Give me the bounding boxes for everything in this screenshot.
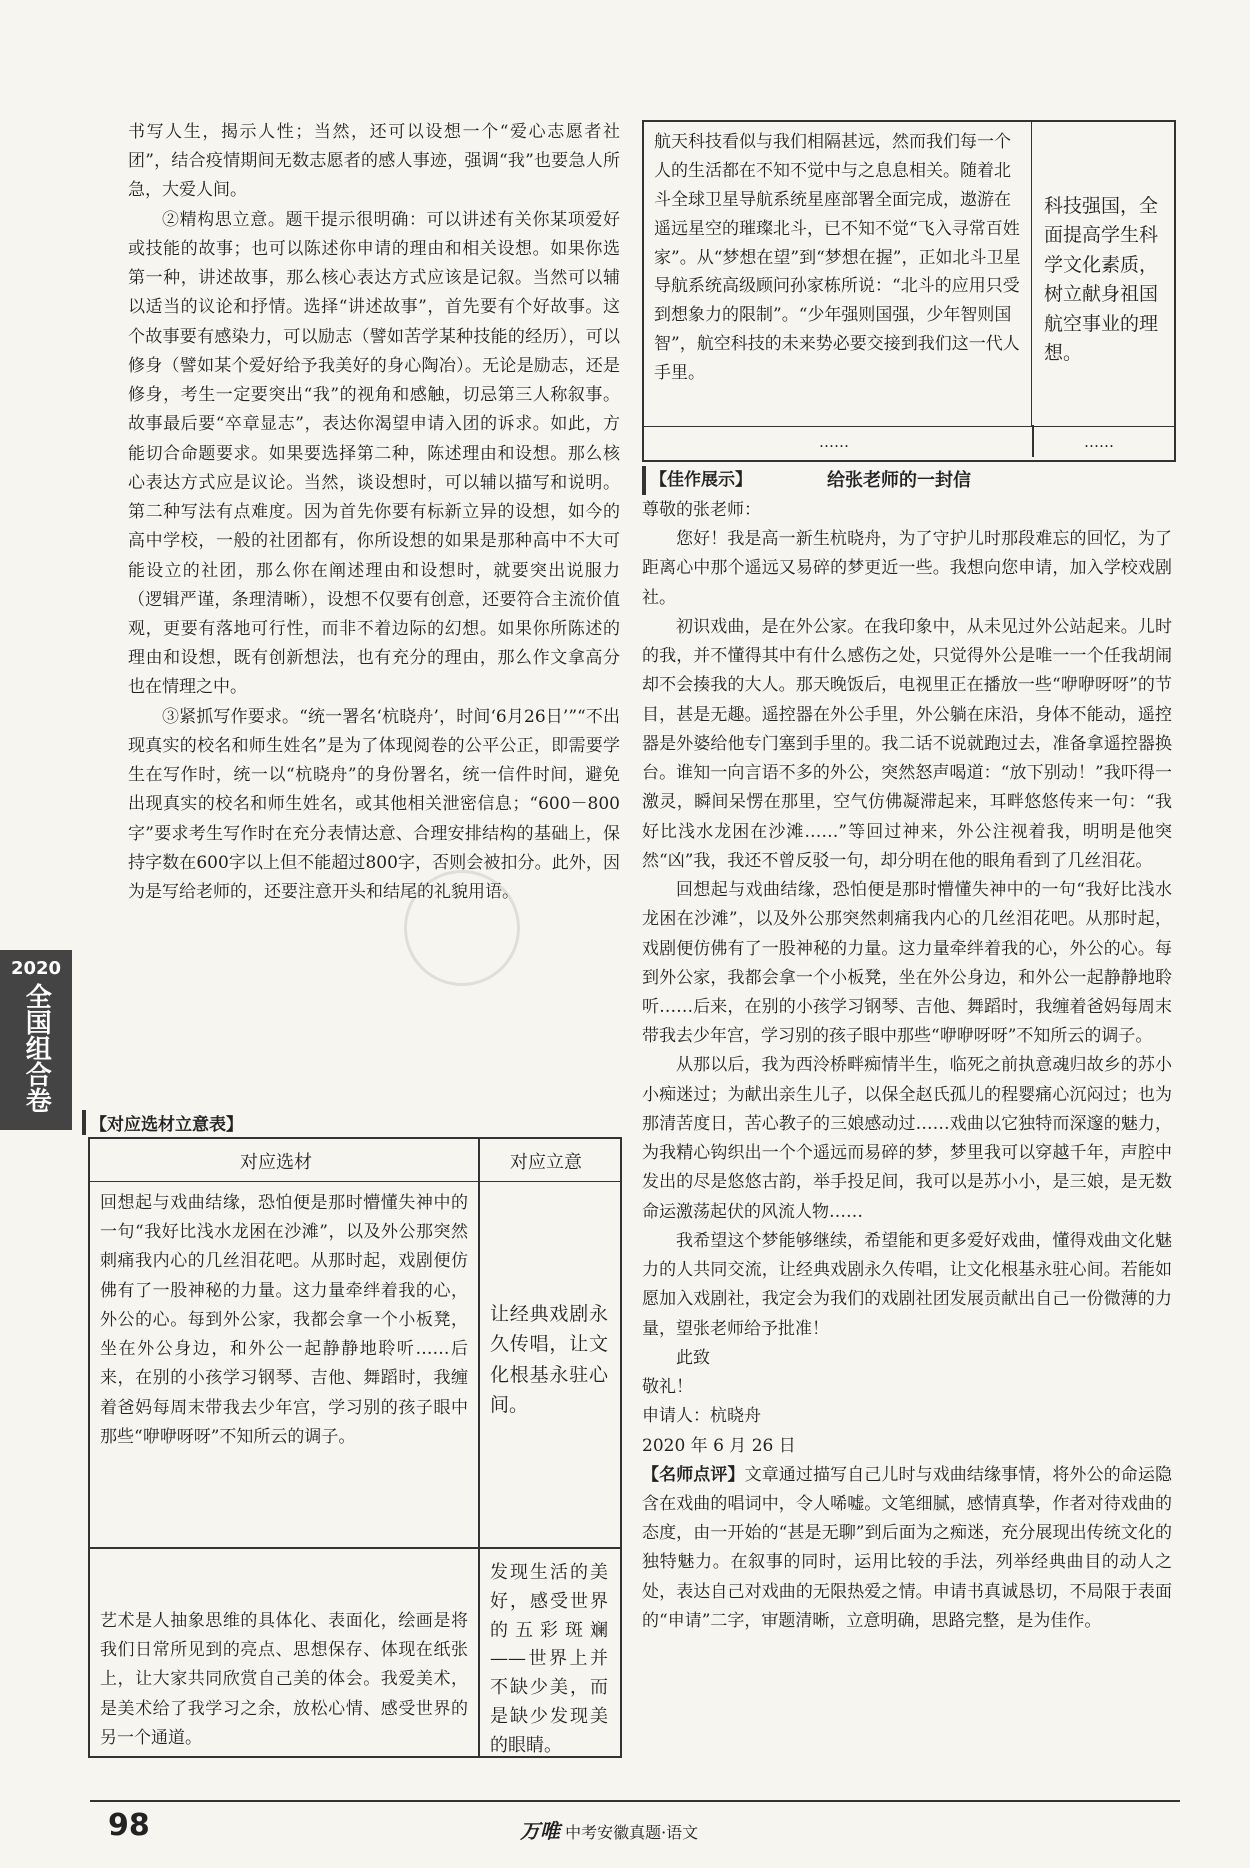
table-divider-horizontal (90, 1547, 620, 1549)
brand-logo: 万唯 (520, 1819, 560, 1843)
left-column (128, 118, 620, 907)
table-row-2-idea: 发现生活的美好，感受世界的五彩斑斓——世界上并不缺少美，而是缺少发现美的眼睛。 (490, 1562, 608, 1756)
side-tab (0, 950, 72, 1130)
letter-title: 给张老师的一封信 (827, 470, 971, 491)
critique-tag: 【名师点评】 (642, 1464, 745, 1485)
letter-date: 2020 年 6 月 26 日 (642, 1435, 796, 1456)
top-material-box (642, 120, 1176, 462)
footer-subtitle: 中考安徽真题·语文 (565, 1823, 699, 1842)
left-paragraph-1: 书写人生，揭示人性；当然，还可以设想一个“爱心志愿者社团”，结合疫情期间无数志愿者的感人事迹，强调“我”也要急人所急，大爱人间。 (128, 122, 620, 201)
letter-paragraph-2: 初识戏曲，是在外公家。在我印象中，从未见过外公站起来。儿时的我，并不懂得其中有什么感伤之处，只觉得外公是唯一一个任我胡闹却不会揍我的大人。那天晚饭后，电视里正在播放一些“咿咿呀呀”的节目，甚是无趣。遥控器在外公手里，外公躺在床沿，身体不能动，遥控器是外婆给他专门塞到手里的。我二话不说就跑过去，准备拿遥控器换台。谁知一向言语不多的外公，突然怒声喝道：“放下别动！”我吓得一激灵，瞬间呆愣在那里，空气仿佛凝滞起来，耳畔悠悠传来一句：“我好比浅水龙困在沙滩……”等回过神来，外公注视着我，明明是他突然“凶”我，我还不曾反驳一句，却分明在他的眼角看到了几丝泪花。 (642, 616, 1172, 871)
letter-paragraph-6: 此致 (676, 1347, 710, 1368)
top-box-idea: 科技强国，全面提高学生科学文化素质，树立献身祖国航空事业的理想。 (1044, 195, 1159, 365)
letter-paragraph-3: 回想起与戏曲结缘，恐怕便是那时懵懂失神中的一句“我好比浅水龙困在沙滩”，以及外公那突然刺痛我内心的几丝泪花吧。从那时起，戏剧便仿佛有了一股神秘的力量。这力量牵绊着我的心，外公的心。每到外公家，我都会拿一个小板凳，坐在外公身边，和外公一起静静地聆听……后来，在别的小孩学习钢琴、吉他、舞蹈时，我缠着爸妈每周末带我去少年宫，学习别的孩子眼中那些“咿咿呀呀”不知所云的调子。 (642, 880, 1172, 1047)
ellipsis-left: …… (819, 433, 849, 451)
footer-brand (520, 1815, 698, 1844)
left-paragraph-3: ③紧抓写作要求。“统一署名‘杭晓舟’，时间‘6月26日’”“不出现真实的校名和师生姓名”是为了体现阅卷的公平公正，即需要学生在写作时，统一以“杭晓舟”的身份署名，统一信件时间，避免出现真实的校名和师生姓名，或其他相关泄密信息；“600－800字”要求考生写作时在充分表情达意、合理安排结构的基础上，保持字数在600字以上但不能超过800字，否则会被扣分。此外，因为是写给老师的，还要注意开头和结尾的礼貌用语。 (128, 706, 620, 903)
footer-rule (90, 1800, 1180, 1802)
top-box-material: 航天科技看似与我们相隔甚远，然而我们每一个人的生活都在不知不觉中与之息息相关。随着北斗全球卫星导航系统星座部署全面完成，遨游在遥远星空的璀璨北斗，已不知不觉“飞入寻常百姓家”。从“梦想在望”到“梦想在握”，正如北斗卫星导航系统高级顾问孙家栋所说：“北斗的应用只受到想象力的限制”。“少年强则国强，少年智则国智”，航空科技的未来势必要交接到我们这一代人手里。 (644, 122, 1032, 426)
row2-divider (1032, 425, 1034, 457)
table-row-2-material: 艺术是人抽象思维的具体化、表面化，绘画是将我们日常所见到的亮点、思想保存、体现在纸张上，让大家共同欣赏自己美的体会。我爱美术，是美术给了我学习之余，放松心情、感受世界的另一个通道。 (100, 1611, 468, 1748)
letter-salutation: 尊敬的张老师： (642, 500, 761, 520)
table-row-1-material: 回想起与戏曲结缘，恐怕便是那时懵懂失神中的一句“我好比浅水龙困在沙滩”，以及外公那突然刺痛我内心的几丝泪花吧。从那时起，戏剧便仿佛有了一股神秘的力量。这力量牵绊着我的心，外公的心。每到外公家，我都会拿一个小板凳，坐在外公身边，和外公一起静静地聆听……后来，在别的小孩学习钢琴、吉他、舞蹈时，我缠着爸妈每周末带我去少年宫，学习别的孩子眼中那些“咿咿呀呀”不知所云的调子。 (100, 1193, 468, 1447)
letter-paragraph-1: 您好！我是高一新生杭晓舟，为了守护儿时那段难忘的回忆，为了距离心中那个遥远又易碎的梦更近一些。我想向您申请，加入学校戏剧社。 (642, 529, 1172, 608)
watermark-seal (404, 870, 520, 986)
left-paragraph-2: ②精构思立意。题干提示很明确：可以讲述有关你某项爱好或技能的故事；也可以陈述你申请的理由和相关设想。如果你选第一种，讲述故事，那么核心表达方式应该是记叙。当然可以辅以适当的议论和抒情。选择“讲述故事”，首先要有个好故事。这个故事要有感染力，可以励志（譬如苦学某种技能的经历），可以修身（譬如某个爱好给予我美好的身心陶冶）。无论是励志，还是修身，考生一定要突出“我”的视角和感触，切忌第三人称叙事。故事最后要“卒章显志”，表达你渴望申请入团的诉求。如此，方能切合命题要求。如果要选择第二种，陈述理由和设想。那么核心表达方式应是议论。当然，谈设想时，可以辅以描写和说明。第二种写法有点难度。因为首先你要有标新立异的设想，如今的高中学校，一般的社团都有，你所设想的如果是那种高中不大可能设立的社团，那么你在阐述理由和设想时，就要突出说服力（逻辑严谨，条理清晰），设想不仅要有创意，还要符合主流价值观，更要有落地可行性，而非不着边际的幻想。如果你所陈述的理由和设想，既有创新想法，也有充分的理由，那么作文拿高分也在情理之中。 (128, 209, 620, 698)
showcase-section (642, 466, 1172, 1636)
material-idea-table (88, 1137, 622, 1758)
letter-closing: 敬礼！ (642, 1377, 693, 1398)
critique-text: 文章通过描写自己儿时与戏曲结缘事情，将外公的命运隐含在戏曲的唱词中，令人唏嘘。文笔细腻，感情真挚，作者对待戏曲的态度，由一开始的“甚是无聊”到后面为之痴迷，充分展现出传统文化的独特魅力。在叙事的同时，运用比较的手法，列举经典曲目的动人之处，表达自己对戏曲的无限热爱之情。申请书真诚恳切，不局限于表面的“申请”二字，审题清晰，立意明确，思路完整，是为佳作。 (642, 1464, 1173, 1631)
top-box-ellipsis-row (644, 426, 1174, 459)
header-idea: 对应立意 (510, 1152, 582, 1173)
table-header (90, 1139, 620, 1182)
critique (642, 1461, 1172, 1636)
letter-paragraph-4: 从那以后，我为西泠桥畔痴情半生，临死之前执意魂归故乡的苏小小痴迷过；为献出亲生儿子，以保全赵氏孤儿的程婴痛心沉闷过；也为那清苦度日，苦心教子的三娘感动过……戏曲以它独特而深邃的魅力，为我精心钩织出一个个遥远而易碎的梦，梦里我可以穿越千年，声腔中发出的尽是悠悠古韵，举手投足间，我可以是苏小小，是三娘，是无数命运激荡起伏的风流人物…… (642, 1055, 1172, 1222)
side-tab-name: 全国组合卷 (21, 983, 52, 1113)
page-number: 98 (108, 1808, 150, 1843)
table-row-1-idea: 让经典戏剧永久传唱，让文化根基永驻心间。 (490, 1303, 608, 1417)
showcase-tag: 【佳作展示】 (642, 466, 752, 495)
side-tab-year: 2020 (10, 958, 62, 979)
letter-paragraph-5: 我希望这个梦能够继续，希望能和更多爱好戏曲，懂得戏曲文化魅力的人共同交流，让经典戏剧永久传唱，让文化根基永驻心间。若能如愿加入戏剧社，我定会为我们的戏剧社团发展贡献出自己一份微薄的力量，望张老师给予批准！ (642, 1230, 1172, 1339)
header-material: 对应选材 (240, 1152, 312, 1173)
table-divider-vertical (478, 1139, 480, 1756)
ellipsis-right: …… (1084, 433, 1114, 451)
letter-applicant: 申请人：杭晓舟 (642, 1406, 761, 1427)
table-tag: 【对应选材立意表】 (82, 1110, 243, 1135)
